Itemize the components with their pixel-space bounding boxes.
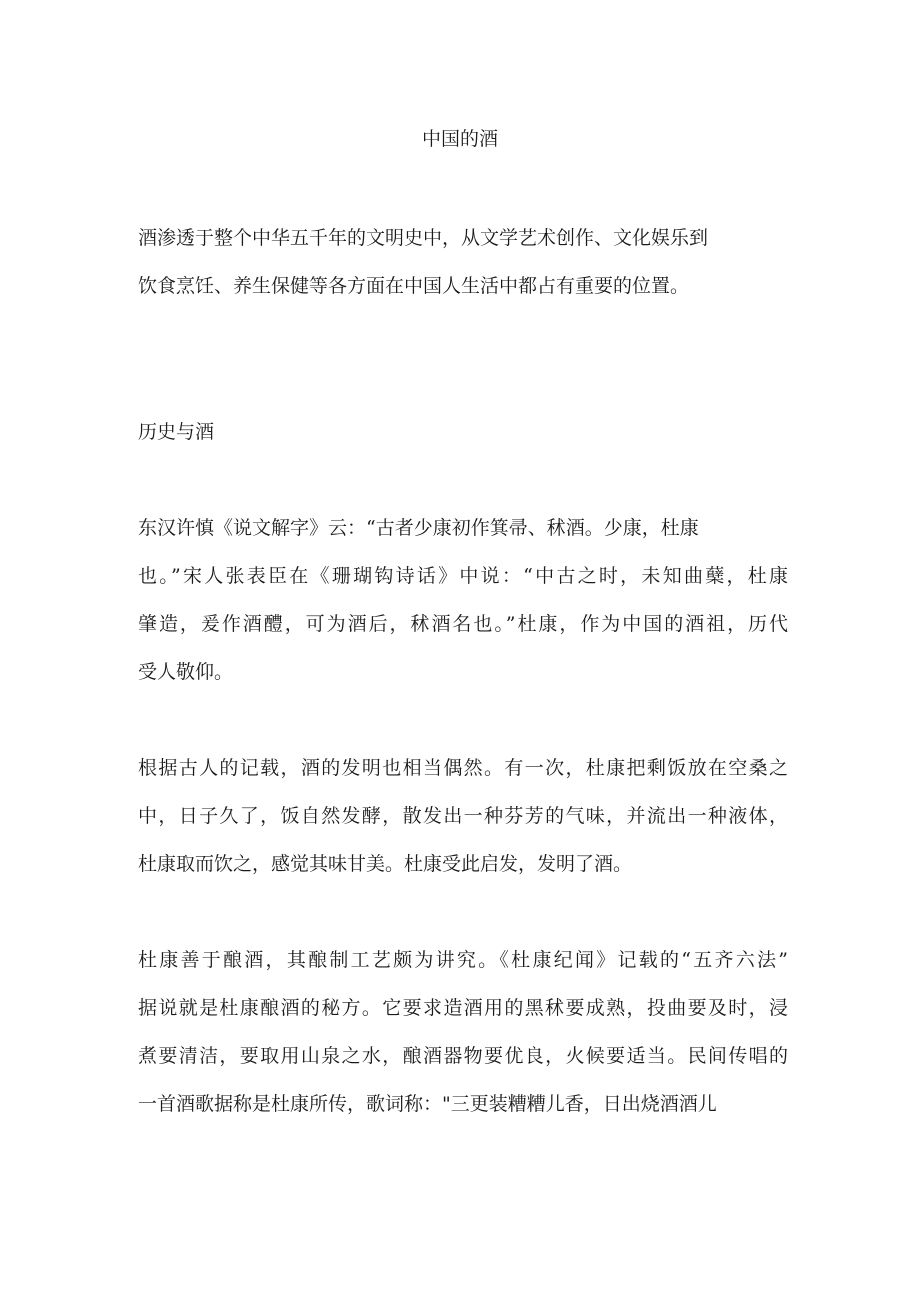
paragraph-3-line: 杜康善于酿酒，其酿制工艺颇为讲究。《杜康纪闻》记载的“五齐六法” [138, 949, 788, 971]
paragraph-3-line: 据说就是杜康酿酒的秘方。它要求造酒用的黑秫要成熟，投曲要及时，浸 [138, 997, 788, 1019]
paragraph-2-line: 根据古人的记载，酒的发明也相当偶然。有一次，杜康把剩饭放在空桑之 [138, 757, 788, 779]
paragraph-1-line: 受人敬仰。 [138, 661, 234, 683]
paragraph-2-line: 中，日子久了，饭自然发酵，散发出一种芬芳的气味，并流出一种液体， [138, 805, 788, 827]
paragraph-3-line: 一首酒歌据称是杜康所传，歌词称："三更装糟糟儿香，日出烧酒酒儿 [138, 1093, 717, 1115]
paragraph-2-line: 杜康取而饮之，感觉其味甘美。杜康受此启发，发明了酒。 [138, 853, 633, 875]
paragraph-1-line: 东汉许慎《说文解字》云：“古者少康初作箕帚、秫酒。少康，杜康 [138, 517, 699, 539]
paragraph-1-line: 也。”宋人张表臣在《珊瑚钩诗话》中说：“中古之时，未知曲蘖，杜康 [138, 565, 788, 587]
intro-line: 酒渗透于整个中华五千年的文明史中，从文学艺术创作、文化娱乐到 [138, 227, 709, 249]
document-title: 中国的酒 [421, 128, 498, 150]
paragraph-1-line: 肇造，爰作酒醴，可为酒后，秫酒名也。”杜康，作为中国的酒祖，历代 [138, 613, 788, 635]
section-heading: 历史与酒 [138, 421, 215, 443]
intro-line: 饮食烹饪、养生保健等各方面在中国人生活中都占有重要的位置。 [138, 275, 690, 297]
paragraph-3-line: 煮要清洁，要取用山泉之水，酿酒器物要优良，火候要适当。民间传唱的 [138, 1045, 788, 1067]
